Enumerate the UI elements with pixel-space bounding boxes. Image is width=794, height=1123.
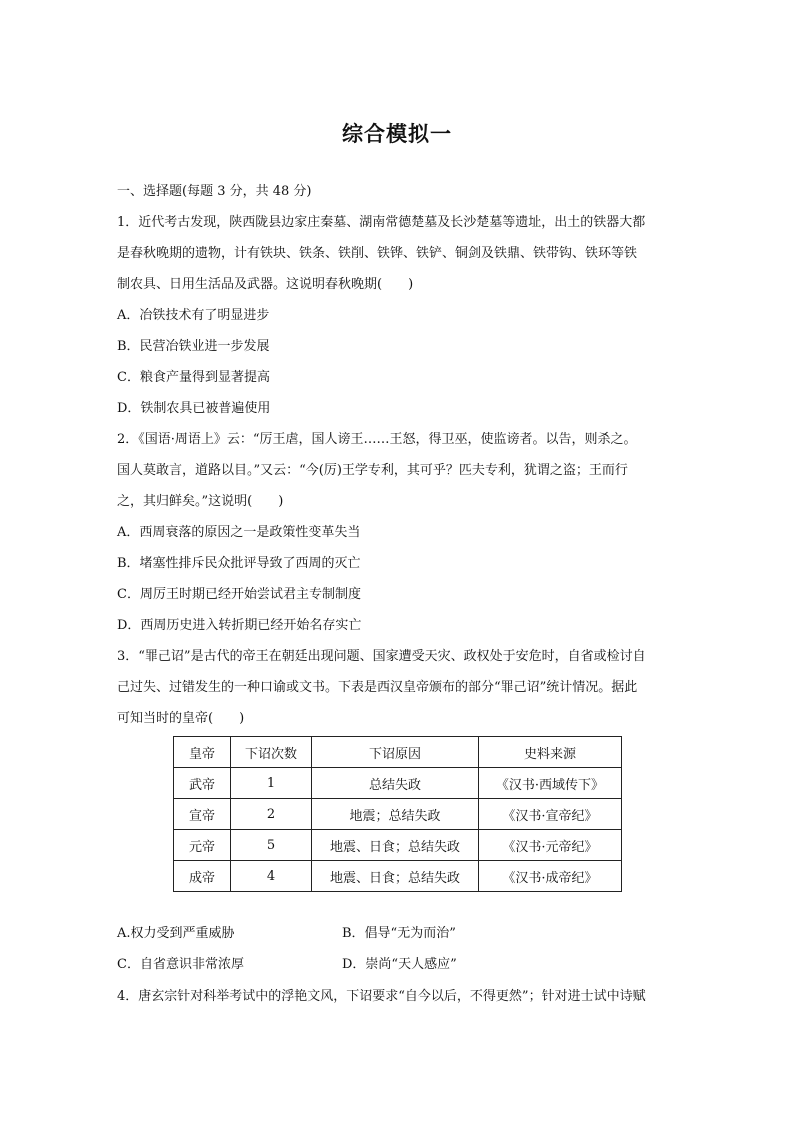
- table-cell: 4: [231, 861, 312, 892]
- table-cell: 1: [231, 768, 312, 799]
- q3-stem-line-3: 可知当时的皇帝( ): [117, 711, 245, 726]
- table-header-row: [174, 737, 622, 768]
- table-cell: 《汉书·宣帝纪》: [479, 799, 622, 830]
- table-cell: 宣帝: [174, 799, 231, 830]
- table-cell: 2: [231, 799, 312, 830]
- q1-option-d: D．铁制农具已被普遍使用: [117, 401, 271, 416]
- table-cell: 地震；总结失政: [312, 799, 479, 830]
- table-cell: 《汉书·成帝纪》: [479, 861, 622, 892]
- table-row: [174, 861, 622, 892]
- table-cell: 地震、日食；总结失政: [312, 830, 479, 861]
- edict-statistics-table: [173, 736, 622, 892]
- q1-stem-line-3: 制农具、日用生活品及武器。这说明春秋晚期( ): [117, 277, 414, 292]
- table-header: 史料来源: [479, 737, 622, 768]
- q4-stem-line-1: 4．唐玄宗针对科举考试中的浮艳文风，下诏要求“自今以后，不得更然”；针对进士试中诗赋: [117, 989, 646, 1004]
- q2-option-a: A．西周衰落的原因之一是政策性变革失当: [117, 525, 361, 540]
- table-row: [174, 799, 622, 830]
- page-title: 综合模拟一: [342, 122, 452, 146]
- q1-option-b: B．民营冶铁业进一步发展: [117, 339, 270, 354]
- table-cell: 《汉书·西域传下》: [479, 768, 622, 799]
- table-row: [174, 768, 622, 799]
- q3-stem-line-1: 3．“罪己诏”是古代的帝王在朝廷出现问题、国家遭受天灾、政权处于安危时，自省或检讨自: [117, 649, 646, 664]
- q2-stem-line-3: 之，其归鲜矣。”这说明( ): [117, 494, 284, 509]
- section-heading: 一、选择题(每题 3 分，共 48 分): [117, 184, 312, 199]
- table-header: 下诏原因: [312, 737, 479, 768]
- q2-option-b: B．堵塞性排斥民众批评导致了西周的灭亡: [117, 556, 361, 571]
- table-cell: 元帝: [174, 830, 231, 861]
- q3-option-c: C．自省意识非常浓厚: [117, 957, 244, 972]
- q2-option-c: C．周厉王时期已经开始尝试君主专制制度: [117, 587, 361, 602]
- table-cell: 地震、日食；总结失政: [312, 861, 479, 892]
- table-header: 下诏次数: [231, 737, 312, 768]
- q1-option-c: C．粮食产量得到显著提高: [117, 370, 270, 385]
- q3-option-a: A.权力受到严重威胁: [117, 926, 235, 941]
- table-cell: 总结失政: [312, 768, 479, 799]
- table-cell: 《汉书·元帝纪》: [479, 830, 622, 861]
- q2-option-d: D．西周历史进入转折期已经开始名存实亡: [117, 618, 362, 633]
- q3-option-b: B．倡导“无为而治”: [342, 926, 456, 941]
- q1-option-a: A．冶铁技术有了明显进步: [117, 308, 270, 323]
- q3-stem-line-2: 己过失、过错发生的一种口谕或文书。下表是西汉皇帝颁布的部分“罪己诏”统计情况。据此: [117, 680, 638, 695]
- q2-stem-line-1: 2．《国语·周语上》云：“厉王虐，国人谤王……王怒，得卫巫，使监谤者。以告，则杀之。: [117, 432, 637, 447]
- table-row: [174, 830, 622, 861]
- q1-stem-line-2: 是春秋晚期的遗物，计有铁块、铁条、铁削、铁铧、铁铲、铜剑及铁鼎、铁带钩、铁环等铁: [117, 246, 638, 261]
- q1-stem-line-1: 1．近代考古发现，陕西陇县边家庄秦墓、湖南常德楚墓及长沙楚墓等遗址，出土的铁器大都: [117, 215, 646, 230]
- table-cell: 5: [231, 830, 312, 861]
- table-cell: 成帝: [174, 861, 231, 892]
- q2-stem-line-2: 国人莫敢言，道路以目。”又云：“今(厉)王学专利，其可乎？匹夫专利，犹谓之盗；王而行: [117, 463, 628, 478]
- table-cell: 武帝: [174, 768, 231, 799]
- q3-option-d: D．崇尚“天人感应”: [342, 957, 457, 972]
- table-header: 皇帝: [174, 737, 231, 768]
